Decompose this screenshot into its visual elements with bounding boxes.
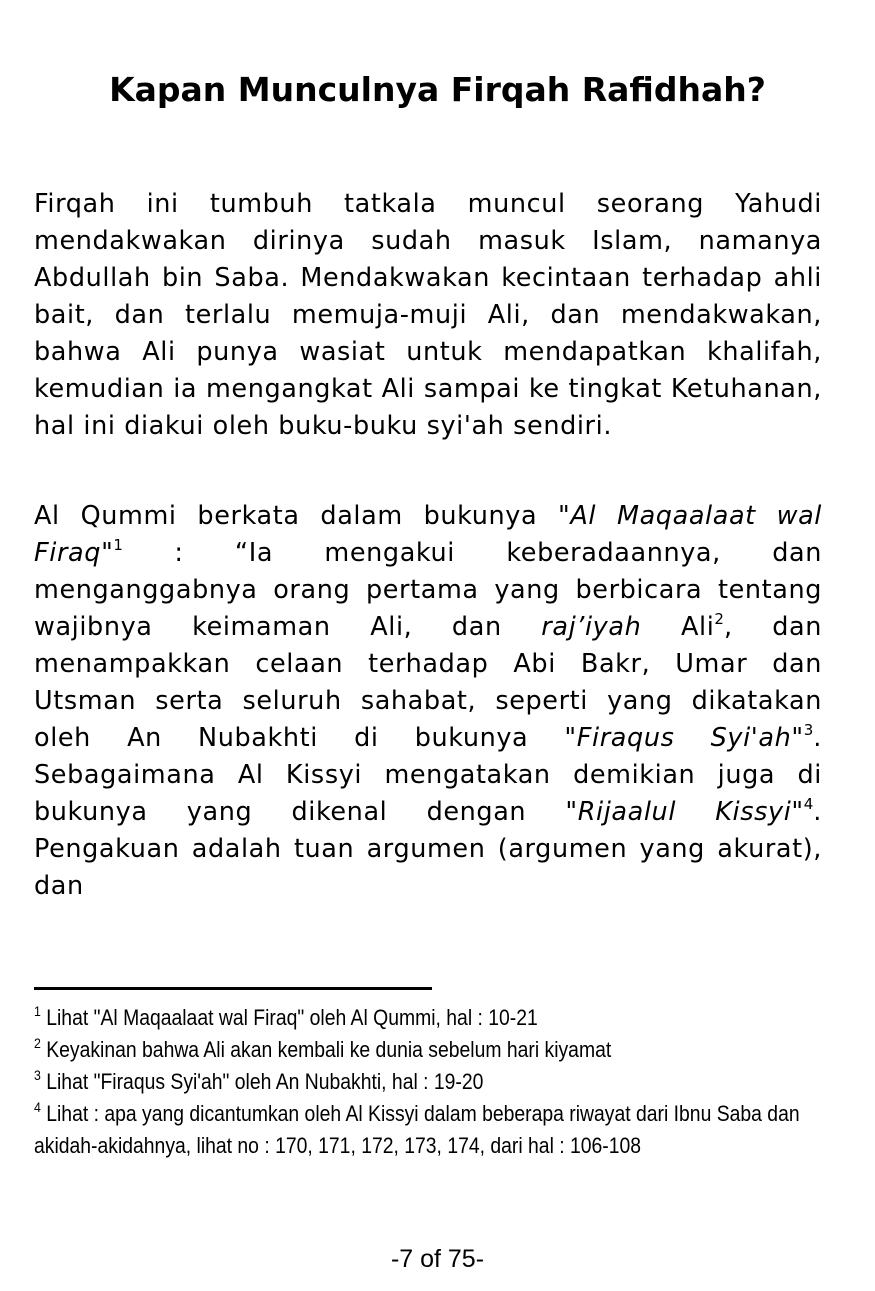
page-number: -7 of 75- — [390, 1245, 485, 1273]
term-italic: raj’iyah — [541, 612, 642, 642]
text-segment: . Pengakuan adalah tuan argumen (argumen yang akurat), dan — [34, 797, 822, 901]
paragraph-1: Firqah ini tumbuh tatkala muncul seorang Yahudi mendakwakan dirinya sudah masuk Islam, namanya Abdullah bin Saba. Mendakwakan kecintaan terhadap ahli bait, dan terlalu memuja-muji Ali, dan mendakwakan, bahwa Ali punya wasiat untuk mendapatkan khalifah, kemudian ia mengangkat Ali sampai ke tingkat Ketuhanan, hal ini diakui oleh buku-buku syi'ah sendiri. — [34, 189, 822, 441]
footnote-2 — [34, 1034, 842, 1066]
footnote-number: 4 — [34, 1099, 41, 1115]
text-segment: " — [791, 723, 804, 753]
footnote-ref-3[interactable]: 3 — [803, 721, 814, 739]
paragraph-2 — [34, 498, 822, 905]
book-title-italic: Al Maqaalaat wal Firaq — [34, 501, 822, 568]
footnote-divider — [34, 987, 432, 990]
footnote-text: Keyakinan bahwa Ali akan kembali ke dunia sebelum hari kiyamat — [40, 1037, 612, 1062]
book-title-italic: Firaqus Syi'ah — [576, 723, 792, 753]
text-segment: " — [101, 538, 114, 568]
footnote-ref-2[interactable]: 2 — [714, 610, 724, 628]
book-title-italic: Rijaalul Kissyi — [577, 797, 792, 827]
text-segment: Ali — [641, 612, 715, 642]
text-segment: , dan menampakkan celaan terhadap Abi Bakr, Umar dan Utsman serta seluruh sahabat, seperti yang dikatakan oleh An Nubakhti di bukunya " — [34, 612, 823, 753]
text-segment: " — [791, 797, 804, 827]
footnote-ref-1[interactable]: 1 — [113, 536, 123, 554]
footnote-text: Lihat "Firaqus Syi'ah" oleh An Nubakhti, hal : 19-20 — [40, 1069, 484, 1094]
footnote-3 — [34, 1066, 842, 1098]
footnote-number: 3 — [34, 1067, 41, 1083]
footnote-1 — [34, 1002, 842, 1034]
footnote-number: 1 — [34, 1003, 41, 1019]
footnote-number: 2 — [34, 1035, 41, 1051]
text-segment: : “Ia mengakui keberadaannya, dan menganggabnya orang pertama yang berbicara tentang wajibnya keimaman Ali, dan — [34, 538, 822, 642]
footnotes — [34, 1002, 842, 1162]
footnote-text: Lihat "Al Maqaalaat wal Firaq" oleh Al Qummi, hal : 10-21 — [40, 1005, 538, 1030]
footnote-text: Lihat : apa yang dicantumkan oleh Al Kissyi dalam beberapa riwayat dari Ibnu Saba dan akidah-akidahnya, lihat no : 170, 171, 172, 173, 174, dari hal : 106-108 — [34, 1101, 800, 1158]
page-title: Kapan Munculnya Firqah Rafidhah? — [109, 70, 766, 109]
footnote-ref-4[interactable]: 4 — [803, 795, 814, 813]
footnote-4 — [34, 1098, 842, 1162]
text-segment: Al Qummi berkata dalam bukunya " — [34, 501, 571, 531]
text-segment: . Sebagaimana Al Kissyi mengatakan demikian juga di bukunya yang dikenal dengan " — [34, 723, 822, 827]
